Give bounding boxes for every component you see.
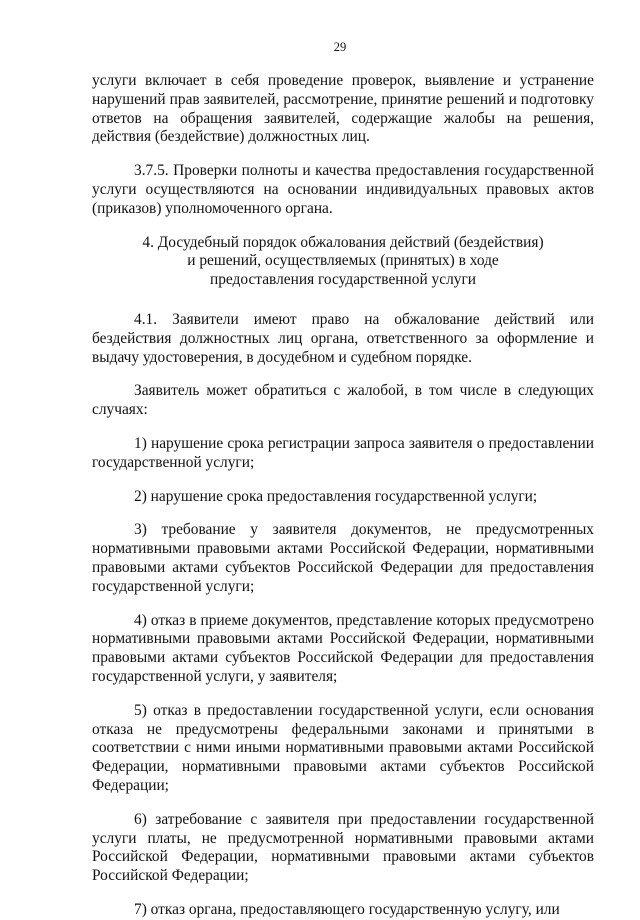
list-item-5: 5) отказ в предоставлении государственной услуги, если основания отказа не предусмотрены федеральными законами и принятыми в соответствии с ними иными нормативными правовыми актами Российской Федерации, нормативными правовыми актами субъектов Российской Федерации; [92,701,594,794]
paragraph-3-7-5: 3.7.5. Проверки полноты и качества предоставления государственной услуги осуществляются на основании индивидуальных правовых актов (приказов) уполномоченного органа. [92,162,594,217]
paragraph-continuation: услуги включает в себя проведение проверок, выявление и устранение нарушений прав заявителей, рассмотрение, принятие решений и подготовку ответов на обращения заявителей, содержащие жалобы на решения, действия (бездействие) должностных лиц. [92,72,594,146]
paragraph-cases-intro: Заявитель может обратиться с жалобой, в том числе в следующих случаях: [92,382,594,419]
list-item-2: 2) нарушение срока предоставления государственной услуги; [134,487,538,505]
paragraph-4-1: 4.1. Заявители имеют право на обжалование действий или бездействия должностных лиц органа, ответственного за оформление и выдачу удостоверения, в досудебном и судебном порядке. [92,310,594,366]
list-item-6: 6) затребование с заявителя при предоставлении государственной услуги платы, не предусмотренной нормативными правовыми актами Российской Федерации, нормативными правовыми актами субъектов Российской Федерации; [92,810,594,885]
list-item-3: 3) требование у заявителя документов, не предусмотренных нормативными правовыми актами Российской Федерации, нормативными правовыми актами субъектов Российской Федерации для предоставления государственной услуги; [92,521,594,595]
section-heading [92,234,594,290]
section-heading-line-2: и решений, осуществляемых (принятых) в ходе [187,252,499,270]
section-heading-line-3: предоставления государственной услуги [209,271,476,289]
list-item-7: 7) отказ органа, предоставляющего государственную услугу, или [134,900,560,918]
list-item-1: 1) нарушение срока регистрации запроса заявителя о предоставлении государственной услуги; [92,434,594,471]
section-heading-line-1: 4. Досудебный порядок обжалования действий (бездействия) [142,233,544,251]
page-number: 29 [333,40,347,54]
list-item-4: 4) отказ в приеме документов, представление которых предусмотрено нормативными правовыми актами Российской Федерации, нормативными правовыми актами субъектов Российской Федерации для предоставления государственной услуги, у заявителя; [92,611,594,685]
